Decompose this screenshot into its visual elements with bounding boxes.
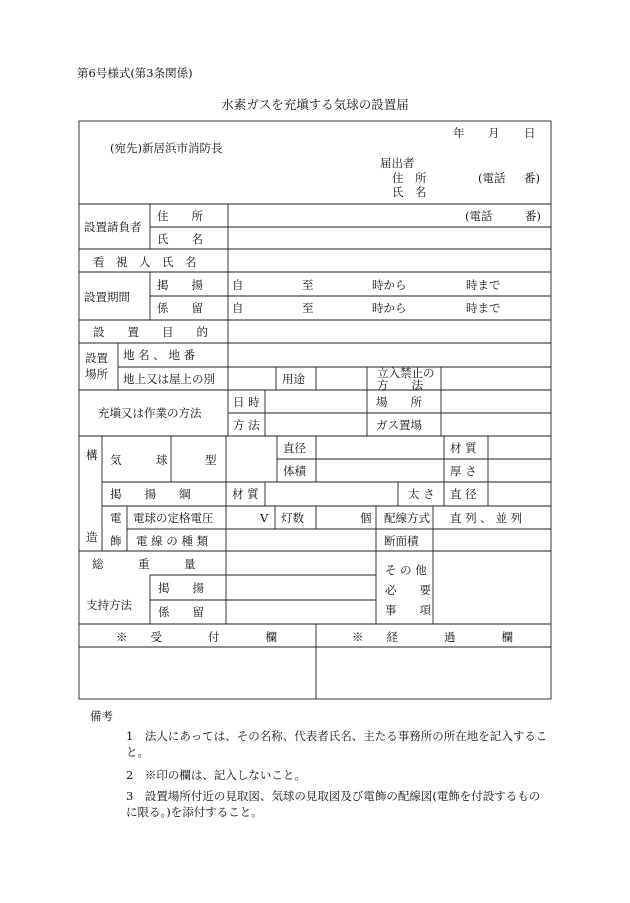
location-restrict-label-2: 方 法: [377, 378, 423, 392]
method-gas-storage-label: ガス置場: [376, 418, 422, 432]
period-raise-until-time: 時まで: [466, 278, 501, 292]
location-ground-roof-label: 地上又は屋上の別: [123, 372, 215, 386]
wiring-label: 配線方式: [384, 511, 430, 525]
form-title: 水素ガスを充塡する気球の設置届: [221, 97, 409, 112]
date-year: 年: [453, 126, 465, 140]
location-address-label: 地 名 、 地 番: [123, 348, 196, 362]
watcher-label: 看 視 人 氏 名: [93, 255, 197, 269]
lamp-count-unit: 個: [360, 511, 372, 525]
rope-diameter-label: 直 径: [450, 487, 477, 501]
structure-label-top: 構: [86, 448, 98, 462]
other-label-2: 必 要: [385, 583, 431, 597]
contractor-label: 設置請負者: [84, 220, 142, 234]
period-moor-to: 至: [302, 301, 314, 315]
contractor-phone-close: 番): [525, 209, 541, 223]
balloon-volume-label: 体積: [283, 464, 306, 478]
weight-label: 総 重 量: [92, 557, 196, 571]
period-moor-until-time: 時まで: [466, 301, 501, 315]
contractor-address-label: 住 所: [157, 209, 203, 223]
note-item-3: 3 設置場所付近の見取図、気球の見取図及び電飾の配線図(電飾を付設するものに限る。)を添付すること。: [126, 789, 541, 819]
method-place-label: 場 所: [376, 395, 422, 409]
date-month: 月: [488, 126, 500, 140]
location-restrict-label-1: 立入禁止の: [377, 366, 435, 380]
wire-type-label: 電 線 の 種 類: [136, 534, 209, 548]
note-item-1: 1 法人にあっては、その名称、代表者氏名、主たる事務所の所在地を記入すること。: [126, 729, 548, 759]
lamp-count-label: 灯数: [281, 511, 304, 525]
applicant-phone-close: 番): [524, 171, 540, 185]
progress-column-label: ※ 経 過 欄: [352, 630, 513, 644]
contractor-phone-open: (電話: [465, 209, 493, 223]
applicant-address-label: 住 所: [392, 171, 427, 185]
applicant-label: 届出者: [380, 156, 415, 170]
period-label: 設置期間: [84, 290, 130, 304]
rated-voltage-label: 電球の定格電圧: [133, 511, 214, 525]
purpose-label: 設 置 目 的: [93, 325, 208, 339]
note-item-2: 2 ※印の欄は、記入しないこと。: [126, 768, 306, 782]
period-raise-from-time: 時から: [372, 278, 407, 292]
period-raise-label: 掲 揚: [157, 278, 203, 292]
other-label-3: 事 項: [385, 603, 431, 617]
method-label: 充塡又は作業の方法: [98, 406, 202, 420]
rope-thickness-label: 太 さ: [408, 487, 435, 501]
location-use-label: 用途: [282, 372, 305, 386]
balloon-label: 気 球: [110, 453, 168, 467]
reception-column-label: ※ 受 付 欄: [116, 630, 277, 644]
method-datetime-label: 日 時: [233, 395, 260, 409]
wiring-options: 直 列 、 並 列: [450, 511, 523, 525]
decoration-label-1: 電: [110, 511, 122, 525]
support-label: 支持方法: [86, 598, 132, 612]
method-method-label: 方 法: [233, 418, 260, 432]
structure-label-bottom: 造: [86, 530, 98, 544]
location-label-1: 設置: [85, 351, 108, 365]
period-moor-label: 係 留: [157, 301, 203, 315]
rope-material-label: 材 質: [232, 487, 259, 501]
other-label-1: そ の 他: [385, 563, 427, 577]
cross-section-label: 断面積: [384, 534, 419, 548]
period-raise-from: 自: [232, 278, 244, 292]
balloon-type-label: 型: [205, 453, 217, 467]
balloon-material-label: 材 質: [450, 441, 477, 455]
support-raise-label: 掲 揚: [158, 581, 204, 595]
form-number: 第6号様式(第3条関係): [77, 66, 193, 80]
notes-title: 備考: [90, 709, 113, 723]
support-moor-label: 係 留: [158, 605, 204, 619]
applicant-name-label: 氏 名: [392, 185, 427, 199]
balloon-thickness-label: 厚 さ: [450, 464, 477, 478]
decoration-label-2: 飾: [110, 534, 122, 548]
addressee: (宛先)新居浜市消防長: [110, 141, 223, 155]
balloon-diameter-label: 直径: [283, 441, 306, 455]
applicant-phone-open: (電話: [478, 171, 506, 185]
location-label-2: 場所: [85, 367, 108, 381]
date-day: 日: [524, 126, 536, 140]
voltage-unit: V: [260, 511, 269, 525]
period-moor-from-time: 時から: [372, 301, 407, 315]
period-moor-from: 自: [232, 301, 244, 315]
period-raise-to: 至: [302, 278, 314, 292]
rope-label: 掲 揚 綱: [110, 487, 191, 501]
contractor-name-label: 氏 名: [157, 232, 203, 246]
